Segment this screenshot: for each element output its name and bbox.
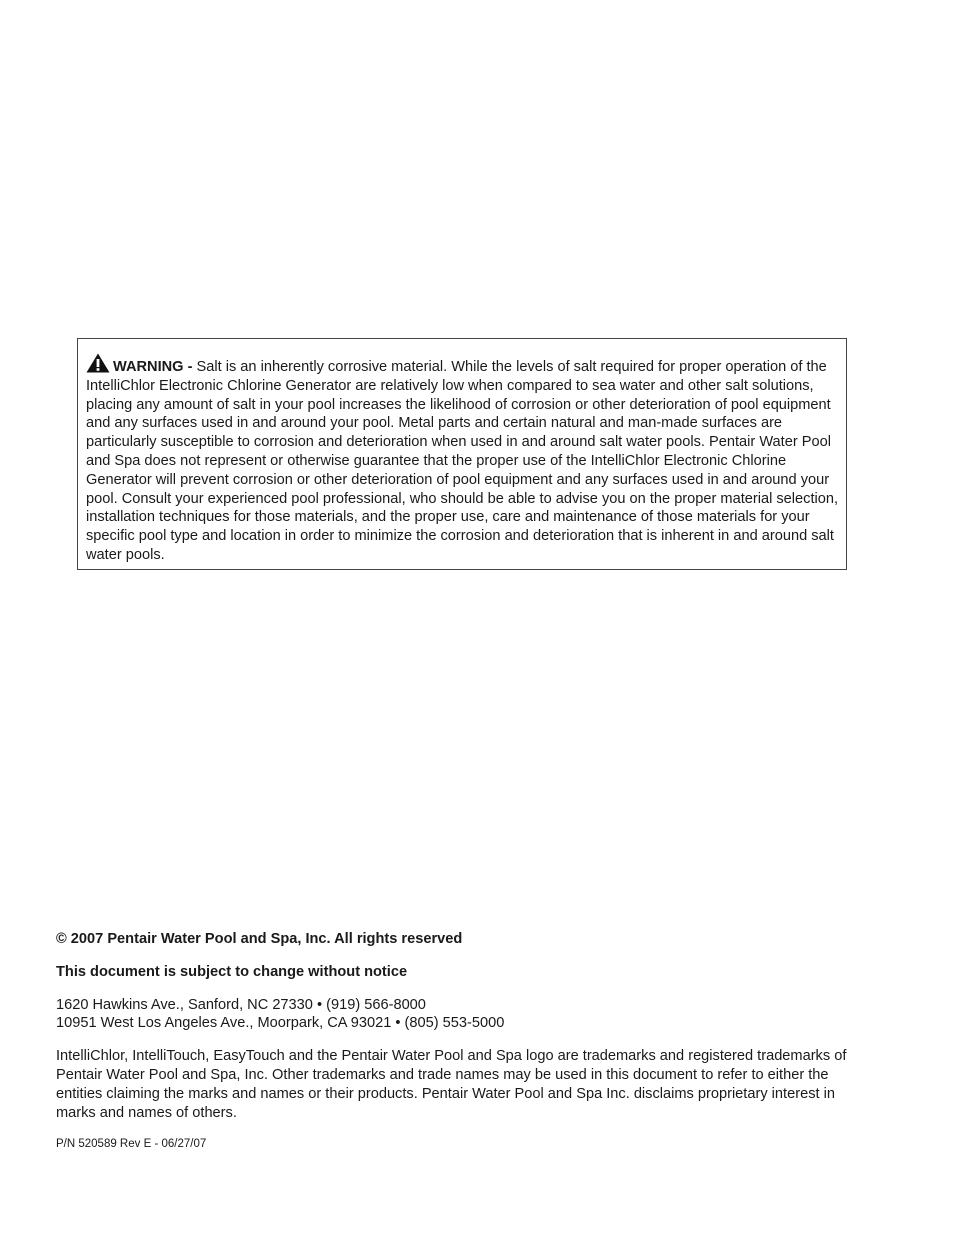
- trademark-notice: IntelliChlor, IntelliTouch, EasyTouch and the Pentair Water Pool and Spa logo are trademarks and registered trademarks of Pentair Water Pool and Spa, Inc. Other trademarks and trade names may be used in this document to refer to either the entities claiming the marks and names or their products. Pentair Water Pool and Spa Inc. disclaims proprietary interest in marks and names of others.: [56, 1048, 847, 1121]
- footer: [56, 930, 856, 1151]
- warning-triangle-icon: [86, 353, 110, 373]
- copyright-text: © 2007 Pentair Water Pool and Spa, Inc. All rights reserved: [56, 931, 463, 947]
- warning-box: [77, 338, 847, 570]
- warning-label: WARNING -: [113, 359, 193, 375]
- warning-text: Salt is an inherently corrosive material. While the levels of salt required for proper operation of the IntelliChlor Electronic Chlorine Generator are relatively low when compared to sea water and other salt solutions, placing any amount of salt in your pool increases the likelihood of corrosion or other deterioration of pool equipment and any surfaces used in and around your pool. Metal parts and certain natural and man-made surfaces are particularly susceptible to corrosion and deterioration when used in and around salt water pools. Pentair Water Pool and Spa does not represent or otherwise guarantee that the proper use of the IntelliChlor Electronic Chlorine Generator will prevent corrosion or other deterioration of pool equipment and any surfaces used in and around your pool. Consult your experienced pool professional, who should be able to advise you on the proper material selection, installation techniques for those materials, and the proper use, care and maintenance of those materials for your specific pool type and location in order to minimize the corrosion and deterioration that is inherent in and around salt water pools.: [86, 359, 839, 563]
- address-sanford: 1620 Hawkins Ave., Sanford, NC 27330 • (919) 566-8000: [56, 996, 426, 1013]
- warning-paragraph: [86, 353, 840, 565]
- address-block: [56, 996, 856, 1034]
- address-moorpark: 10951 West Los Angeles Ave., Moorpark, CA 93021 • (805) 553-5000: [56, 1015, 505, 1032]
- change-notice: This document is subject to change without notice: [56, 963, 408, 980]
- part-number: P/N 520589 Rev E - 06/27/07: [56, 1138, 207, 1151]
